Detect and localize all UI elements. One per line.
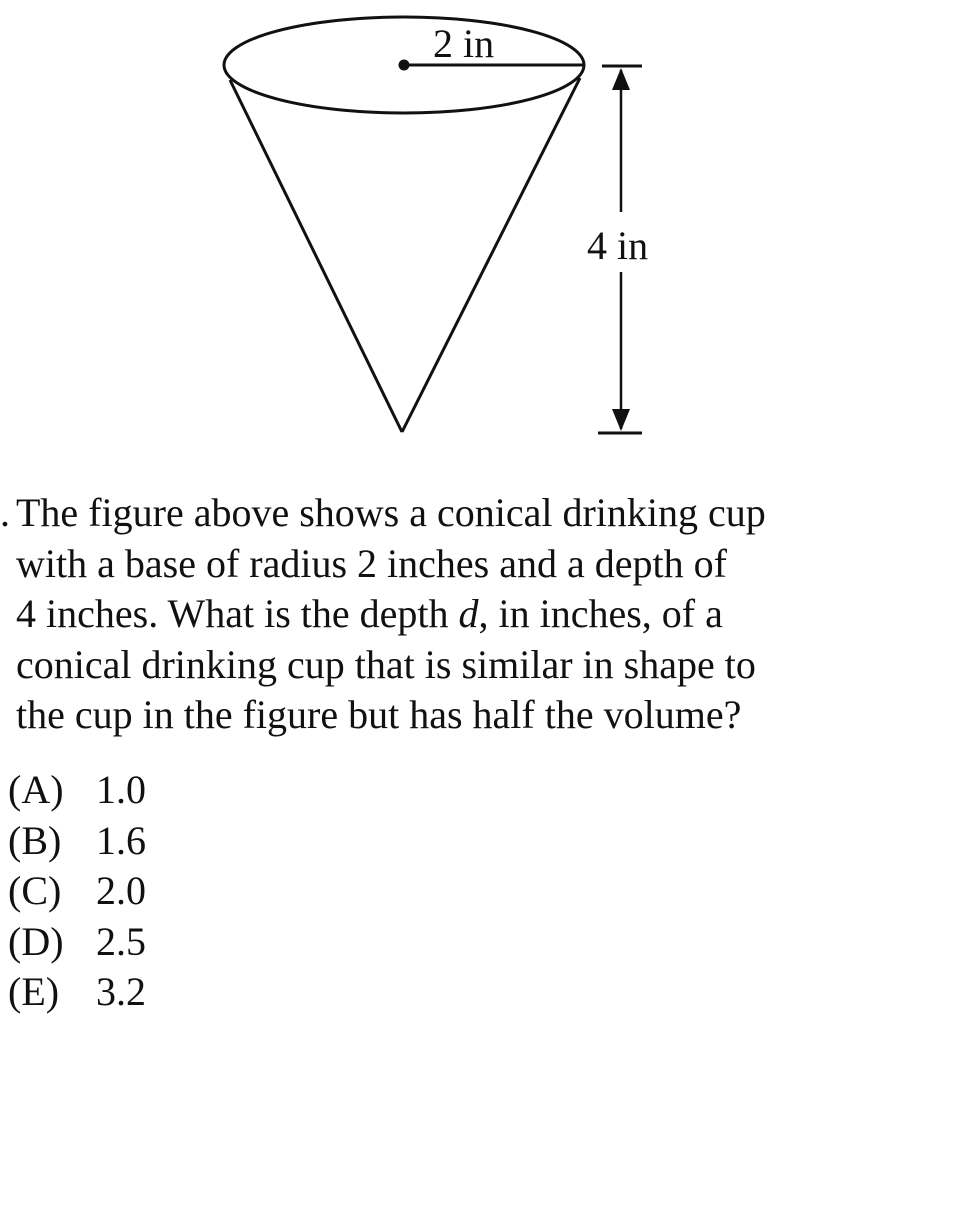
variable-d: d — [458, 591, 479, 636]
choice-letter: (C) — [8, 868, 62, 913]
choice-value: 1.6 — [96, 817, 146, 863]
choice-value: 2.5 — [96, 918, 146, 964]
choice-value: 3.2 — [96, 969, 146, 1014]
radius-label: 2 in — [433, 21, 495, 66]
depth-arrow-up — [612, 68, 630, 90]
depth-arrow-down — [612, 409, 630, 431]
choice-letter: (B) — [8, 817, 62, 863]
choice-letter: (D) — [8, 918, 64, 964]
choice-letter: (E) — [8, 969, 60, 1014]
question-line-2: with a base of radius 2 inches and a depth of — [16, 540, 727, 586]
choice-a[interactable] — [8, 765, 146, 816]
question-line-4: conical drinking cup that is similar in shape to — [16, 641, 756, 687]
question-line-5: the cup in the figure but has half the volume? — [16, 692, 742, 737]
choice-d[interactable] — [8, 917, 146, 968]
question-line-1: . The figure above shows a conical drinking cup — [0, 488, 940, 539]
answer-choices — [8, 765, 146, 1018]
cone-left-side — [230, 80, 402, 432]
choice-e[interactable] — [8, 967, 146, 1018]
choice-value: 1.0 — [96, 767, 146, 812]
question-text — [0, 488, 940, 741]
choice-b[interactable] — [8, 816, 146, 867]
choice-c[interactable] — [8, 866, 146, 917]
choice-value: 2.0 — [96, 868, 146, 913]
choice-letter: (A) — [8, 767, 64, 812]
question-number-marker: . — [0, 490, 10, 535]
cone-figure — [0, 0, 955, 460]
question-line-3: 4 inches. What is the depth d, in inches, of a — [16, 591, 723, 636]
cone-right-side — [402, 78, 580, 432]
depth-label: 4 in — [587, 223, 649, 268]
